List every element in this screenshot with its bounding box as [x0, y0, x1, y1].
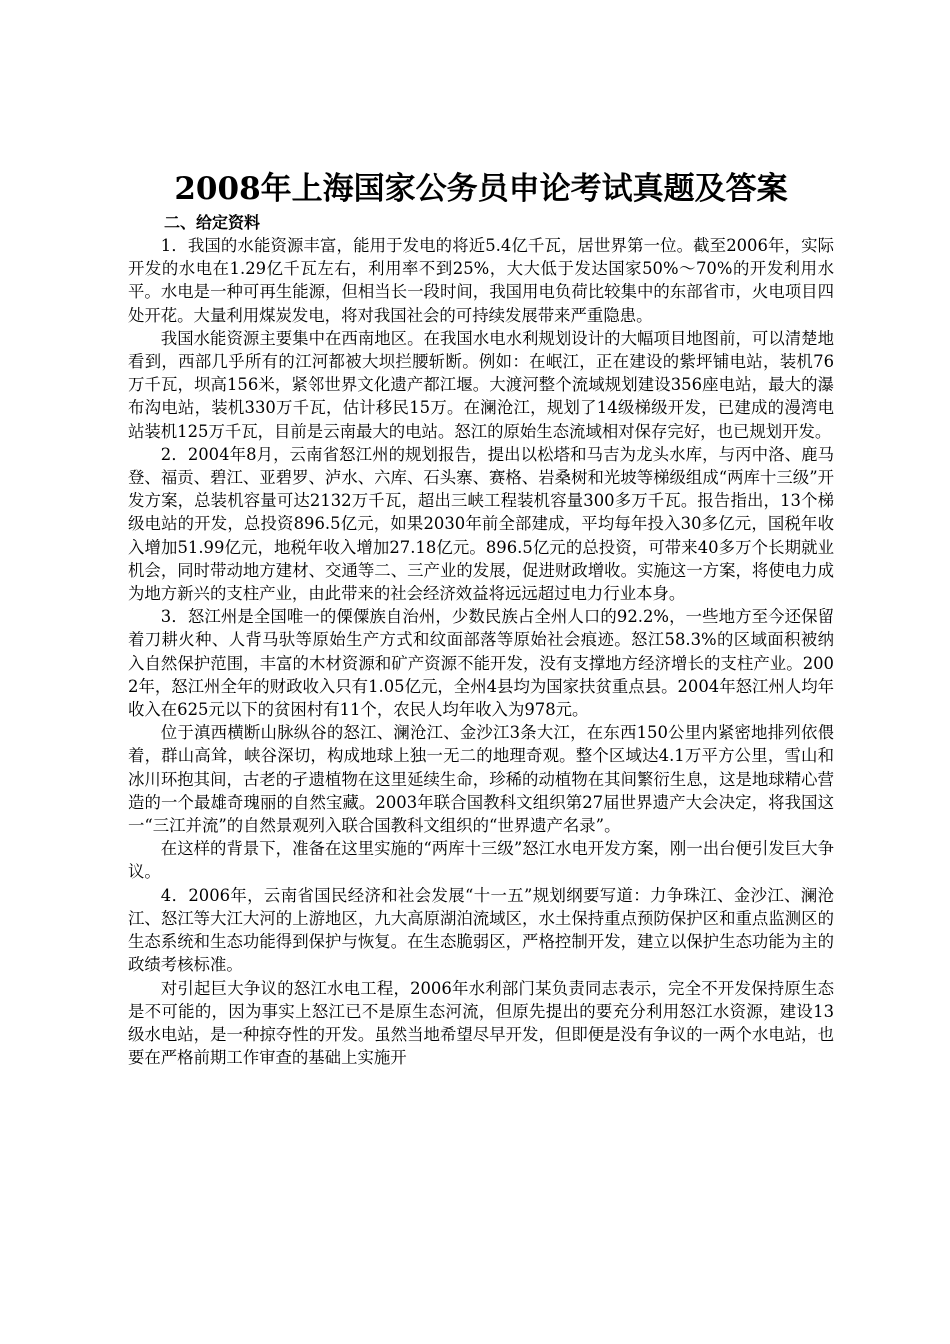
paragraph: 1．我国的水能资源丰富，能用于发电的将近5.4亿千瓦，居世界第一位。截至2006年，实际开发的水电在1.29亿千瓦左右，利用率不到25%，大大低于发达国家50%～70%的开发利用水平。水电是一种可再生能源，但相当长一段时间，我国用电负荷比较集中的东部省市，火电项目四处开花。大量利用煤炭发电，将对我国社会的可持续发展带来严重隐患。	[128, 236, 834, 325]
paragraph: 位于滇西横断山脉纵谷的怒江、澜沧江、金沙江3条大江，在东西150公里内紧密地排列依偎着，群山高耸，峡谷深切，构成地球上独一无二的地理奇观。整个区域达4.1万平方公里，雪山和冰川环抱其间，古老的孑遗植物在这里延续生命，珍稀的动植物在其间繁衍生息，这是地球精心营造的一个最雄奇瑰丽的自然宝藏。2003年联合国教科文组织第27届世界遗产大会决定，将我国这一“三江并流”的自然景观列入联合国教科文组织的“世界遗产名录”。	[128, 723, 834, 836]
paragraph: 我国水能资源主要集中在西南地区。在我国水电水利规划设计的大幅项目地图前，可以清楚地看到，西部几乎所有的江河都被大坝拦腰斩断。例如：在岷江，正在建设的紫坪铺电站，装机76万千瓦，坝高156米，紧邻世界文化遗产都江堰。大渡河整个流域规划建设356座电站，最大的瀑布沟电站，装机330万千瓦，估计移民15万。在澜沧江，规划了14级梯级开发，已建成的漫湾电站装机125万千瓦，目前是云南最大的电站。怒江的原始生态流域相对保存完好，也已规划开发。	[128, 328, 834, 441]
paragraph: 2．2004年8月，云南省怒江州的规划报告，提出以松塔和马吉为龙头水库，与丙中洛、鹿马登、福贡、碧江、亚碧罗、泸水、六库、石头寨、赛格、岩桑树和光坡等梯级组成“两库十三级”开发方案，总装机容量可达2132万千瓦，超出三峡工程装机容量300多万千瓦。报告指出，13个梯级电站的开发，总投资896.5亿元，如果2030年前全部建成，平均每年投入30多亿元，国税年收入增加51.99亿元，地税年收入增加27.18亿元。896.5亿元的总投资，可带来40多万个长期就业机会，同时带动地方建材、交通等二、三产业的发展，促进财政增收。实施这一方案，将使电力成为地方新兴的支柱产业，由此带来的社会经济效益将远远超过电力行业本身。	[128, 444, 834, 604]
paragraph: 3．怒江州是全国唯一的傈僳族自治州，少数民族占全州人口的92.2%，一些地方至今还保留着刀耕火种、人背马驮等原始生产方式和纹面部落等原始社会痕迹。怒江58.3%的区域面积被纳入自然保护范围，丰富的木材资源和矿产资源不能开发，没有支撑地方经济增长的支柱产业。2002年，怒江州全年的财政收入只有1.05亿元，全州4县均为国家扶贫重点县。2004年怒江州人均年收入在625元以下的贫困村有11个，农民人均年收入为978元。	[128, 607, 834, 720]
document-body	[128, 234, 834, 1069]
document-page	[128, 168, 834, 1069]
paragraph: 4．2006年，云南省国民经济和社会发展“十一五”规划纲要写道：力争珠江、金沙江、澜沧江、怒江等大江大河的上游地区，九大高原湖泊流域区，水土保持重点预防保护区和重点监测区的生态系统和生态功能得到保护与恢复。在生态脆弱区，严格控制开发，建立以保护生态功能为主的政绩考核标准。	[128, 885, 834, 975]
section-heading: 二、给定资料	[164, 213, 261, 232]
paragraph: 在这样的背景下，准备在这里实施的“两库十三级”怒江水电开发方案，刚一出台便引发巨大争议。	[128, 839, 834, 882]
document-title: 2008年上海国家公务员申论考试真题及答案	[174, 171, 788, 207]
paragraph: 对引起巨大争议的怒江水电工程，2006年水利部门某负责同志表示，完全不开发保持原生态是不可能的，因为事实上怒江已不是原生态河流，但原先提出的要充分利用怒江水资源，建设13级水电站，是一种掠夺性的开发。虽然当地希望尽早开发，但即便是没有争议的一两个水电站，也要在严格前期工作审查的基础上实施开	[128, 978, 834, 1068]
